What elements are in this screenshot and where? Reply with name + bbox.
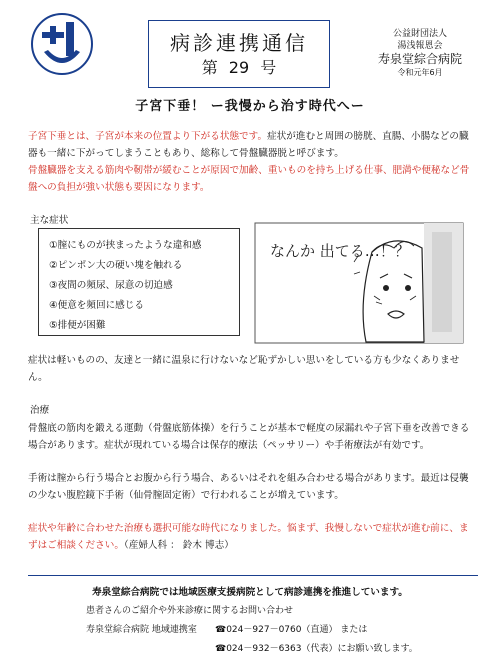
org-line-3: 寿泉堂綜合病院 [377,52,462,66]
article-title: 子宮下垂！ ー我慢から治す時代へー [135,99,365,114]
symptom-item: ②ピンポン大の硬い塊を触れる [49,260,183,271]
footer-divider [28,575,478,576]
issue-date: 令和元年6月 [397,68,443,77]
symptom-item: ①膣にものが挟まったような違和感 [49,240,202,251]
org-line-2: 湯浅報恩会 [397,41,443,51]
org-line-1: 公益財団法人 [392,29,447,39]
paragraph-2: 骨盤臓器を支える筋肉や靭帯が緩むことが原因で加齢、重いものを持ち上げる仕事、肥満や便秘など骨盤への負担が強い状態も要因になります。 [28,165,470,193]
symptom-item: ⑤排便が困難 [49,320,106,331]
symptoms-list-box [38,228,240,336]
newsletter-title-box [148,20,330,88]
footer-message: 寿泉堂綜合病院では地域医療支援病院として病診連携を推進しています。 [92,587,408,598]
paragraph-1 [28,128,478,162]
symptom-item: ③夜間の頻尿、尿意の切迫感 [49,280,173,291]
paragraph-3: 症状は軽いものの、友達と一緒に温泉に行けないなど恥ずかしい思いをしている方も少なくありません。 [28,355,460,383]
hospital-logo [30,12,94,76]
author-credit: （産婦人科 ： 鈴木 博志） [123,540,234,551]
symptom-item: ④便意を頻回に感じる [49,300,144,311]
paragraph-1-highlight: 子宮下垂とは、子宮が本来の位置より下がる状態です。 [28,131,268,142]
footer-inquiry: 患者さんのご紹介や外来診療に関するお問い合わせ [86,606,294,616]
contact-phone-direct: ☎024－927－0760（直通） または [215,625,368,635]
issue-number: 第 29 号 [201,58,277,77]
newsletter-title: 病診連携通信 [170,31,308,55]
paragraph-6 [28,520,478,554]
cartoon-illustration [254,222,464,344]
paragraph-1-text: 症状が進むと周囲の膀胱、直腸、小腸などの臓器も一緒に下がってしまうこともあり、総称して骨盤臓器脱と呼びます。 [28,131,469,159]
contact-department: 寿泉堂綜合病院 地域連携室 [86,625,197,635]
paragraph-6-highlight: 症状や年齢に合わせた治療も選択可能な時代になりました。悩まず、我慢しないで症状が進む前に、まずはご相談ください。 [28,523,469,551]
paragraph-4: 骨盤底の筋肉を鍛える運動（骨盤底筋体操）を行うことが基本で軽度の尿漏れや子宮下垂を改善できる場合があります。症状が現れている場合は保存的療法（ペッサリー）や手術療法が有効です。 [28,423,470,451]
contact-phone-main: ☎024－932－6363（代表）にお願い致します。 [215,644,418,654]
paragraph-5: 手術は膣から行う場合とお腹から行う場合、あるいはそれを組み合わせる場合があります。最近は侵襲の少ない腹腔鏡下手術（仙骨膣固定術）で行われることが増えています。 [28,473,469,501]
symptoms-heading: 主な症状 [30,215,69,226]
treatment-heading: 治療 [30,405,50,416]
speech-text: なんか 出てる…！？ [270,242,410,260]
